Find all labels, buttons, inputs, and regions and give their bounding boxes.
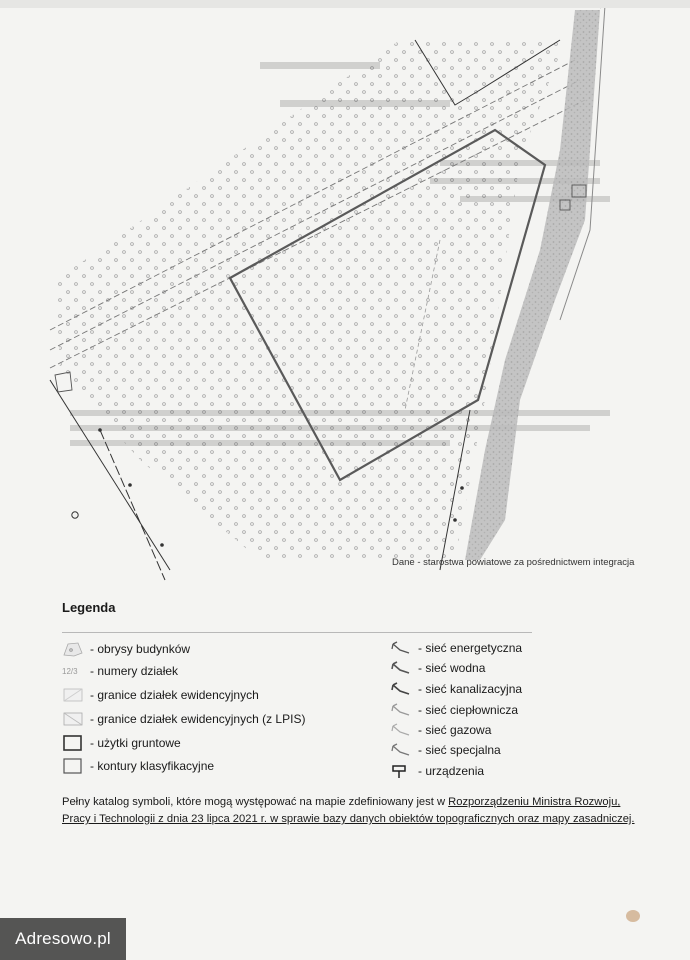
legend-label: - sieć energetyczna (418, 641, 522, 655)
heating-network-icon (390, 701, 416, 719)
symbol-catalog-note (62, 794, 652, 828)
building-outline-icon (62, 640, 88, 658)
map-source-note: Dane - starostwa powiatowe za pośrednictwem integracja (392, 557, 635, 568)
legend-label: - granice działek ewidencyjnych (90, 688, 259, 702)
legend-label: - użytki gruntowe (90, 736, 181, 750)
legend-label: - kontury klasyfikacyjne (90, 759, 214, 773)
legend-item-devices (390, 762, 484, 780)
legend-item-gas-network (390, 721, 491, 739)
legend-item-classification-contours (62, 757, 214, 775)
watermark-logo: Adresowo.pl (0, 918, 126, 960)
legend-item-energy-network (390, 639, 522, 657)
legend-item-land-use (62, 734, 181, 752)
legend-label: - granice działek ewidencyjnych (z LPIS) (90, 712, 305, 726)
water-network-icon (390, 659, 416, 677)
energy-network-icon (390, 639, 416, 657)
legend-item-parcel-boundaries (62, 686, 259, 704)
legend-item-water-network (390, 659, 485, 677)
legend-label: - sieć gazowa (418, 723, 491, 737)
legend-label: - sieć ciepłownicza (418, 703, 518, 717)
gas-network-icon (390, 721, 416, 739)
legend-label: - sieć wodna (418, 661, 485, 675)
classification-contour-icon (62, 757, 88, 775)
legend-item-special-network (390, 741, 501, 759)
legend-item-sewer-network (390, 680, 522, 698)
regulation-link[interactable]: Rozporządzeniu Ministra Rozwoju, Pracy i Technologii z dnia 23 lipca 2021 r. w sprawie bazy danych obiektów topograficznych oraz mapy zasadniczej. (62, 796, 635, 825)
legend-label: - sieć specjalna (418, 743, 501, 757)
legend-item-building-outlines (62, 640, 190, 658)
legend-item-heating-network (390, 701, 518, 719)
legend-label: - sieć kanalizacyjna (418, 682, 522, 696)
legend-title: Legenda (62, 600, 116, 615)
sewer-network-icon (390, 680, 416, 698)
legend-item-parcel-numbers (62, 662, 178, 680)
paper-stain (626, 910, 640, 922)
special-network-icon (390, 741, 416, 759)
legend-label: - obrysy budynków (90, 642, 190, 656)
land-use-icon (62, 734, 88, 752)
legend-item-parcel-boundaries-lpis (62, 710, 305, 728)
legend-divider (62, 632, 532, 633)
catalog-lead-text: Pełny katalog symboli, które mogą występować na mapie zdefiniowany jest w (62, 796, 449, 808)
parcel-number-icon (62, 662, 88, 680)
parcel-boundary-lpis-icon (62, 710, 88, 728)
legend-label: - numery działek (90, 664, 178, 678)
device-icon (390, 762, 416, 780)
scan-edge (0, 0, 690, 8)
legend-label: - urządzenia (418, 764, 484, 778)
parcel-boundary-icon (62, 686, 88, 704)
parcel-number-sample: 12/3 (62, 666, 78, 676)
